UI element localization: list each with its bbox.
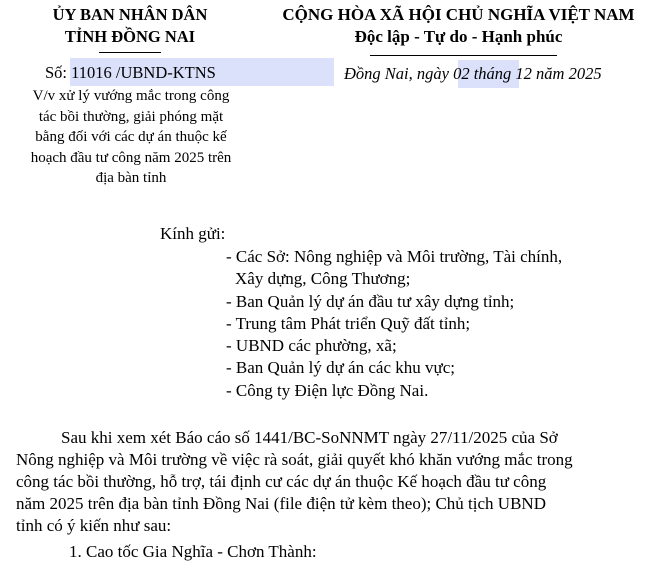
date-suffix: tháng 12 năm 2025 <box>469 64 602 83</box>
recipient-item: - Các Sở: Nông nghiệp và Môi trường, Tài chính, <box>226 247 563 266</box>
recipient-item: - Ban Quản lý dự án các khu vực; <box>226 358 455 378</box>
recipients-list <box>226 246 562 402</box>
subject <box>0 86 262 189</box>
subject-line: V/v xử lý vướng mắc trong công <box>32 88 230 104</box>
document-date <box>344 64 602 84</box>
national-header <box>268 4 649 48</box>
province-line: TỈNH ĐỒNG NAI <box>64 27 196 46</box>
recipient-item: - Công ty Điện lực Đồng Nai. <box>226 380 429 400</box>
body-line: năm 2025 trên địa bàn tỉnh Đồng Nai (file điện tử kèm theo); Chủ tịch UBND <box>16 494 546 513</box>
subject-line: địa bàn tỉnh <box>95 170 167 186</box>
org-name <box>0 4 260 48</box>
date-day: 02 <box>453 64 470 83</box>
section-heading: 1. Cao tốc Gia Nghĩa - Chơn Thành: <box>69 542 317 561</box>
divider <box>99 52 161 53</box>
document-number: Số: 11016 /UBND-KTNS <box>45 63 216 82</box>
country-line: CỘNG HÒA XÃ HỘI CHỦ NGHĨA VIỆT NAM <box>282 5 635 24</box>
subject-line: bằng đối với các dự án thuộc kế <box>35 129 227 145</box>
recipient-item: - UBND các phường, xã; <box>226 336 397 356</box>
org-line: ỦY BAN NHÂN DÂN <box>52 5 208 24</box>
date-prefix: Đồng Nai, ngày <box>344 64 454 83</box>
recipient-item: - Trung tâm Phát triển Quỹ đất tỉnh; <box>226 313 471 333</box>
motto-line: Độc lập - Tự do - Hạnh phúc <box>354 27 563 46</box>
divider <box>370 55 557 56</box>
recipients-label: Kính gửi: <box>160 224 226 243</box>
body-text <box>16 427 636 563</box>
subject-line: hoạch đầu tư công năm 2025 trên <box>30 149 232 166</box>
recipient-item: - Ban Quản lý dự án đầu tư xây dựng tỉnh; <box>226 291 515 311</box>
body-line: tỉnh có ý kiến như sau: <box>16 516 172 535</box>
subject-line: tác bồi thường, giải phóng mặt <box>38 108 224 125</box>
body-line: Nông nghiệp và Môi trường về việc rà soát, giải quyết khó khăn vướng mắc trong <box>16 450 573 469</box>
body-line: công tác bồi thường, hỗ trợ, tái định cư các dự án thuộc Kế hoạch đầu tư công <box>16 472 547 491</box>
body-line: Sau khi xem xét Báo cáo số 1441/BC-SoNNMT ngày 27/11/2025 của Sở <box>61 428 558 447</box>
recipient-item: Xây dựng, Công Thương; <box>235 269 411 289</box>
